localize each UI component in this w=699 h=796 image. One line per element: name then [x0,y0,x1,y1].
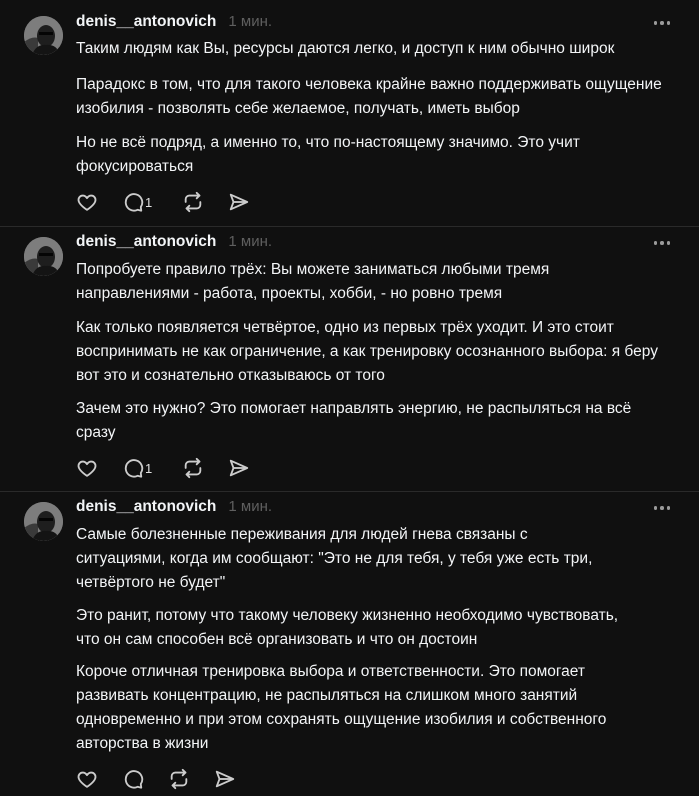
like-button[interactable] [76,767,122,791]
post-header [76,13,272,35]
comment-icon [122,768,144,790]
reply-button[interactable] [122,456,182,480]
avatar[interactable] [24,502,63,541]
post-actions [76,456,258,480]
username[interactable]: denis__antonovich [76,13,217,30]
heart-icon [76,768,98,790]
post [0,492,699,796]
reply-count: 1 [145,194,153,210]
reply-button[interactable] [122,190,182,214]
post [0,0,699,226]
post-header [76,498,272,520]
timestamp[interactable]: 1 мин. [228,498,273,515]
like-button[interactable] [76,190,122,214]
post-paragraph: Короче отличная тренировка выбора и ответственности. Это помогает развивать концентрацию, не распыляться на слишком много занятий одновременно и при этом сохранять ощущение изобилия и собственного авторства в жизни [76,663,607,752]
post-actions [76,190,258,214]
username[interactable]: denis__antonovich [76,498,217,515]
repost-button[interactable] [168,767,214,791]
reply-button[interactable] [122,767,168,791]
comment-icon [122,191,144,213]
comment-icon [122,457,144,479]
post-paragraph: Зачем это нужно? Это помогает направлять энергию, не распыляться на всё сразу [76,400,632,441]
repost-icon [182,457,204,479]
avatar[interactable] [24,16,63,55]
heart-icon [76,191,98,213]
username[interactable]: denis__antonovich [76,233,217,250]
post-paragraph: Таким людям как Вы, ресурсы даются легко, и доступ к ним обычно широк [76,40,615,57]
avatar[interactable] [24,237,63,276]
timestamp[interactable]: 1 мин. [228,13,273,30]
repost-button[interactable] [182,456,228,480]
post-actions [76,767,244,791]
heart-icon [76,457,98,479]
post-paragraph: Как только появляется четвёртое, одно из первых трёх уходит. И это стоит воспринимать не как ограничение, а как тренировку осознанного выбора: я беру вот это и сознательно отказываюсь от того [76,319,658,384]
repost-icon [182,191,204,213]
send-icon [228,191,250,213]
send-icon [228,457,250,479]
post [0,227,699,491]
more-dots-icon[interactable] [648,498,676,518]
share-button[interactable] [228,190,258,214]
like-button[interactable] [76,456,122,480]
share-button[interactable] [228,456,258,480]
share-button[interactable] [214,767,244,791]
send-icon [214,768,236,790]
more-dots-icon[interactable] [648,13,676,33]
post-paragraph: Но не всё подряд, а именно то, что по-настоящему значимо. Это учит фокусироваться [76,134,580,175]
timestamp[interactable]: 1 мин. [228,233,273,250]
reply-count: 1 [145,460,153,476]
more-dots-icon[interactable] [648,233,676,253]
post-paragraph: Парадокс в том, что для такого человека крайне важно поддерживать ощущение изобилия - позволять себе желаемое, получать, иметь выбор [76,76,662,117]
post-paragraph: Это ранит, потому что такому человеку жизненно необходимо чувствовать, что он сам способен всё организовать и что он достоин [76,607,619,648]
post-header [76,233,272,255]
repost-icon [168,768,190,790]
repost-button[interactable] [182,190,228,214]
post-paragraph: Самые болезненные переживания для людей гнева связаны с ситуациями, когда им сообщают: "Это не для тебя, у тебя уже есть три, четвёртого не будет" [76,526,593,591]
post-paragraph: Попробуете правило трёх: Вы можете заниматься любыми тремя направлениями - работа, проекты, хобби, - но ровно тремя [76,261,550,302]
